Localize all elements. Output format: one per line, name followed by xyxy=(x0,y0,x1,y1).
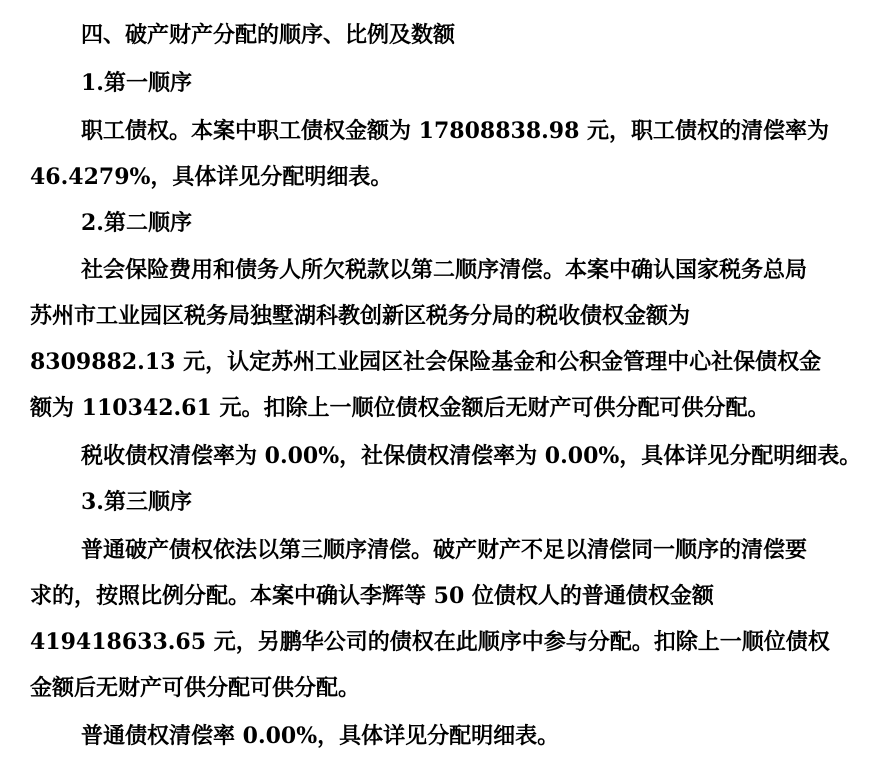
second-order-para-line2: 苏州市工业园区税务局独墅湖科教创新区税务分局的税收债权金额为 xyxy=(30,303,691,329)
third-order-para-line2: 求的，按照比例分配。本案中确认李辉等 50 位债权人的普通债权金额 xyxy=(30,583,714,609)
second-order-para-line1: 社会保险费用和债务人所欠税款以第二顺序清偿。本案中确认国家税务总局 xyxy=(81,257,808,283)
first-order-para-line1: 职工债权。本案中职工债权金额为 17808838.98 元，职工债权的清偿率为 xyxy=(81,118,830,144)
second-order-para-line3: 8309882.13 元，认定苏州工业园区社会保险基金和公积金管理中心社保债权金 xyxy=(30,349,822,375)
second-order-para-line4: 额为 110342.61 元。扣除上一顺位债权金额后无财产可供分配可供分配。 xyxy=(30,395,770,421)
second-order-rate-line: 税收债权清偿率为 0.00%，社保债权清偿率为 0.00%，具体详见分配明细表。 xyxy=(81,443,862,469)
first-order-para-line2: 46.4279%，具体详见分配明细表。 xyxy=(30,164,393,190)
third-order-title: 3.第三顺序 xyxy=(81,489,192,515)
first-order-title: 1.第一顺序 xyxy=(81,70,192,96)
third-order-rate-line: 普通债权清偿率 0.00%，具体详见分配明细表。 xyxy=(81,723,560,749)
third-order-para-line3: 419418633.65 元，另鹏华公司的债权在此顺序中参与分配。扣除上一顺位债权 xyxy=(30,629,830,655)
second-order-title: 2.第二顺序 xyxy=(81,210,192,236)
third-order-para-line1: 普通破产债权依法以第三顺序清偿。破产财产不足以清偿同一顺序的清偿要 xyxy=(81,537,808,563)
section-heading: 四、破产财产分配的顺序、比例及数额 xyxy=(81,22,456,48)
third-order-para-line4: 金额后无财产可供分配可供分配。 xyxy=(30,675,361,701)
